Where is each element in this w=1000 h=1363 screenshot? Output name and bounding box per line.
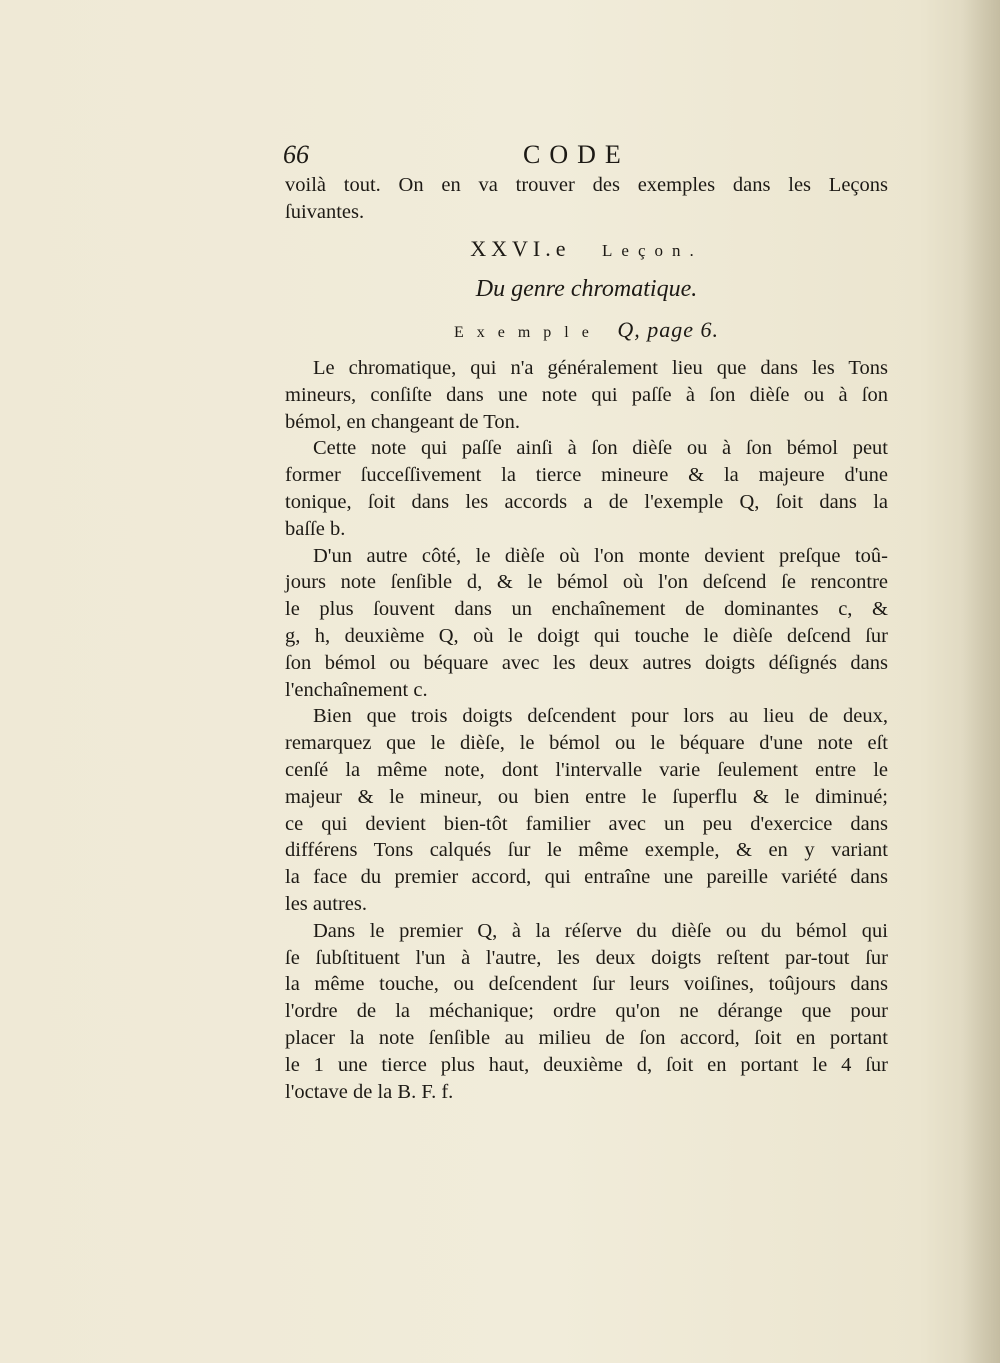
paragraph-4 bbox=[285, 703, 888, 917]
text-line: D'un autre côté, le dièſe où l'on monte devient preſque toû- bbox=[313, 544, 888, 567]
text-line: les autres. bbox=[285, 892, 367, 915]
paragraph-5 bbox=[285, 918, 888, 1106]
text-line: ſon bémol ou béquare avec les deux autres doigts déſignés dans bbox=[285, 651, 888, 674]
lesson-subtitle: Du genre chromatique. bbox=[475, 276, 698, 303]
lesson-number: XXVI.e bbox=[470, 235, 571, 261]
text-line: Le chromatique, qui n'a généralement lieu que dans les Tons bbox=[313, 356, 888, 379]
text-line: le plus ſouvent dans un enchaînement de dominantes c, & bbox=[285, 598, 888, 621]
text-line: placer la note ſenſible au milieu de ſon accord, ſoit en portant bbox=[285, 1026, 888, 1049]
text-line: remarquez que le dièſe, le bémol ou le béquare d'une note eſt bbox=[285, 732, 888, 755]
example-word: Exemple bbox=[453, 324, 602, 342]
paragraph-1 bbox=[285, 355, 888, 435]
text-line: g, h, deuxième Q, où le doigt qui touche le dièſe deſcend ſur bbox=[285, 624, 888, 647]
lesson-word: Leçon. bbox=[602, 240, 703, 260]
text-line: la face du premier accord, qui entraîne une pareille variété dans bbox=[285, 866, 888, 889]
text-line: l'ordre de la méchanique; ordre qu'on ne dérange que pour bbox=[285, 1000, 888, 1023]
text-line: jours note ſenſible d, & le bémol où l'on deſcend ſe rencontre bbox=[285, 571, 888, 594]
page-header bbox=[283, 140, 703, 176]
paragraph-2 bbox=[285, 435, 888, 542]
text-line: ſuivantes. bbox=[285, 200, 365, 223]
text-line: former ſucceſſivement la tierce mineure & la majeure d'une bbox=[285, 464, 888, 487]
text-line: Dans le premier Q, à la réſerve du dièſe ou du bémol qui bbox=[313, 919, 888, 942]
paragraph-3 bbox=[285, 543, 888, 704]
text-line: majeur & le mineur, ou bien entre le ſuperflu & le diminué; bbox=[285, 785, 888, 808]
text-line: ce qui devient bien-tôt familier avec un peu d'exercice dans bbox=[285, 812, 888, 835]
text-line: Cette note qui paſſe ainſi à ſon dièſe ou à ſon bémol peut bbox=[313, 437, 888, 460]
intro-text bbox=[285, 172, 888, 226]
lesson-heading bbox=[285, 236, 888, 265]
text-line: tonique, ſoit dans les accords a de l'exemple Q, ſoit dans la bbox=[285, 490, 888, 513]
text-line: la même touche, ou deſcendent ſur leurs voiſines, toûjours dans bbox=[285, 973, 888, 996]
text-line: différens Tons calqués ſur le même exemple, & en y variant bbox=[285, 839, 888, 862]
text-line: cenſé la même note, dont l'intervalle varie ſeulement entre le bbox=[285, 758, 888, 781]
page-number: 66 bbox=[283, 140, 309, 169]
running-head: CODE bbox=[523, 140, 630, 169]
page-edge-shadow bbox=[962, 0, 1000, 1363]
text-line: bémol, en changeant de Ton. bbox=[285, 410, 520, 433]
text-line: ſe ſubſtituent l'un à l'autre, les deux doigts reſtent par-tout ſur bbox=[285, 946, 888, 969]
text-line: le 1 une tierce plus haut, deuxième d, ſoit en portant le 4 ſur bbox=[285, 1053, 888, 1076]
text-line: baſſe b. bbox=[285, 517, 346, 540]
example-heading bbox=[285, 317, 888, 347]
text-line: l'enchaînement c. bbox=[285, 678, 428, 701]
text-line: mineurs, conſiſte dans une note qui paſſe à ſon dièſe ou à ſon bbox=[285, 383, 888, 406]
text-line: l'octave de la B. F. f. bbox=[285, 1080, 454, 1103]
example-reference: Q, page 6. bbox=[617, 317, 720, 343]
text-line: Bien que trois doigts deſcendent pour lors au lieu de deux, bbox=[313, 705, 888, 728]
text-line: voilà tout. On en va trouver des exemples dans les Leçons bbox=[285, 174, 888, 196]
page-body bbox=[285, 172, 888, 1105]
